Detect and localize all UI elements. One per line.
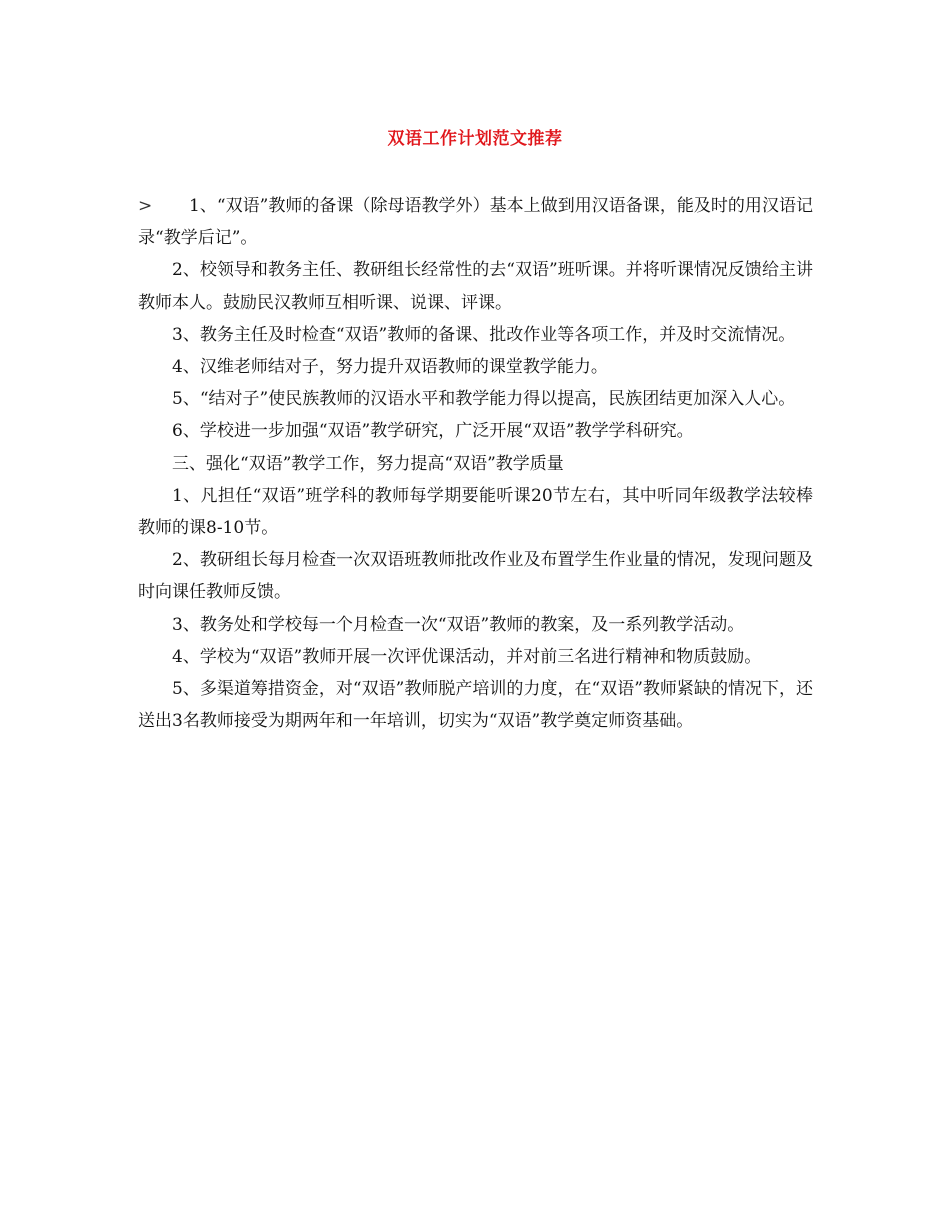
paragraph-1: [138, 190, 813, 254]
paragraph-5: 5、“结对子”使民族教师的汉语水平和教学能力得以提高，民族团结更加深入人心。: [172, 389, 796, 410]
section-heading: 三、强化“双语”教学工作，努力提高“双语”教学质量: [172, 453, 564, 474]
paragraph-9: 3、教务处和学校每一个月检查一次“双语”教师的教案，及一系列教学活动。: [172, 614, 745, 635]
paragraph-6: 6、学校进一步加强“双语”教学研究，广泛开展“双语”教学学科研究。: [172, 421, 694, 442]
paragraph-8: 2、教研组长每月检查一次双语班教师批改作业及布置学生作业量的情况，发现问题及时向课任教师反馈。: [138, 550, 813, 603]
paragraph-text: 1、“双语”教师的备课（除母语教学外）基本上做到用汉语备课，能及时的用汉语记录“教学后记”。: [138, 196, 813, 249]
paragraph-10: 4、学校为“双语”教师开展一次评优课活动，并对前三名进行精神和物质鼓励。: [172, 646, 762, 667]
paragraph-3: 3、教务主任及时检查“双语”教师的备课、批改作业等各项工作，并及时交流情况。: [172, 324, 796, 345]
bullet-marker: >: [138, 196, 153, 216]
paragraph-4: 4、汉维老师结对子，努力提升双语教师的课堂教学能力。: [172, 357, 608, 378]
document-body: [138, 190, 813, 737]
paragraph-11: 5、多渠道筹措资金，对“双语”教师脱产培训的力度，在“双语”教师紧缺的情况下，还送出3名教师接受为期两年和一年培训，切实为“双语”教学奠定师资基础。: [138, 679, 813, 732]
document-title: 双语工作计划范文推荐: [387, 129, 563, 149]
paragraph-2: 2、校领导和教务主任、教研组长经常性的去“双语”班听课。并将听课情况反馈给主讲教师本人。鼓励民汉教师互相听课、说课、评课。: [138, 260, 813, 313]
paragraph-7: 1、凡担任“双语”班学科的教师每学期要能听课20节左右，其中听同年级教学法较棒教师的课8-10节。: [138, 485, 813, 539]
